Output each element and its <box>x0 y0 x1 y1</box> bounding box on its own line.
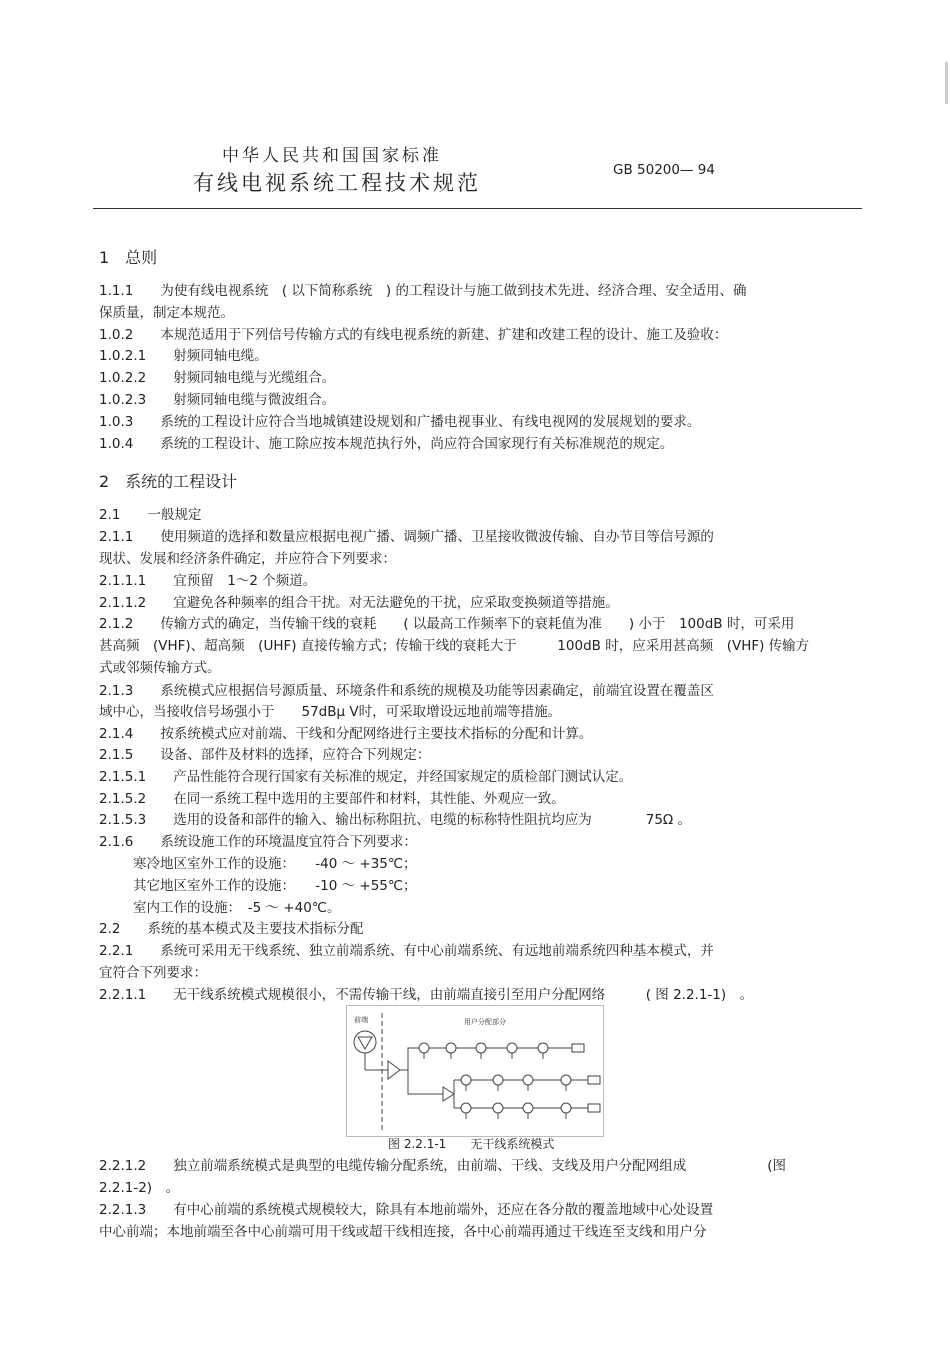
page-edge-mark <box>945 62 948 104</box>
text-line: 1.0.2 本规范适用于下列信号传输方式的有线电视系统的新建、扩建和改建工程的设计、施工及验收： <box>99 327 728 343</box>
section-heading: 1 总则 <box>99 248 158 267</box>
text-line: 式或邻频传输方式。 <box>99 660 221 676</box>
text-line: 2.1.5.3 选用的设备和部件的输入、输出标称阻抗、电缆的标称特性阻抗均应为 75Ω 。 <box>99 812 692 828</box>
section-heading: 2 系统的工程设计 <box>99 472 238 491</box>
text-line: 2.1.5.2 在同一系统工程中选用的主要部件和材料，其性能、外观应一致。 <box>99 791 565 807</box>
text-line: 2.2.1.3 有中心前端的系统模式规模较大，除具有本地前端外，还应在各分散的覆盖地域中心处设置 <box>99 1202 714 1218</box>
text-line: 1.0.2.3 射频同轴电缆与微波组合。 <box>99 392 336 408</box>
text-line: 其它地区室外工作的设施： -10 ～ +55℃； <box>133 878 417 894</box>
text-line: 中心前端；本地前端至各中心前端可用干线或超干线相连接，各中心前端再通过干线连至支线和用户分 <box>99 1224 707 1240</box>
text-line: 1.0.2.1 射频同轴电缆。 <box>99 348 268 364</box>
text-line: 2.1.4 按系统模式应对前端、干线和分配网络进行主要技术指标的分配和计算。 <box>99 726 593 742</box>
text-line: 2.1.3 系统模式应根据信号源质量、环境条件和系统的规模及功能等因素确定，前端宜设置在覆盖区 <box>99 683 714 699</box>
text-line: 2.1 一般规定 <box>99 507 202 523</box>
figure-caption: 图 2.2.1-1 无干线系统模式 <box>388 1137 555 1151</box>
standard-code: GB 50200— 94 <box>613 162 715 178</box>
text-line: 1.0.2.2 射频同轴电缆与光缆组合。 <box>99 370 336 386</box>
text-line: 1.0.4 系统的工程设计、施工除应按本规范执行外，尚应符合国家现行有关标准规范的规定。 <box>99 436 674 452</box>
text-line: 1.0.3 系统的工程设计应符合当地城镇建设规划和广播电视事业、有线电视网的发展规划的要求。 <box>99 414 701 430</box>
text-line: 室内工作的设施： -5 ～ +40℃。 <box>133 900 341 916</box>
figure-no-trunk-system-diagram <box>346 1005 604 1137</box>
figure-label-distribution: 用户分配部分 <box>464 1018 506 1026</box>
text-line: 2.2.1-2) 。 <box>99 1180 180 1196</box>
text-line: 2.1.6 系统设施工作的环境温度宜符合下列要求： <box>99 834 417 850</box>
text-line: 现状、发展和经济条件确定，并应符合下列要求： <box>99 551 396 567</box>
document-title: 有线电视系统工程技术规范 <box>193 171 481 195</box>
text-line: 2.1.5.1 产品性能符合现行国家有关标准的规定，并经国家规定的质检部门测试认定。 <box>99 769 633 785</box>
text-line: 保质量，制定本规范。 <box>99 305 234 321</box>
text-line: 2.1.1 使用频道的选择和数量应根据电视广播、调频广播、卫星接收微波传输、自办节目等信号源的 <box>99 529 714 545</box>
text-line: 2.2.1 系统可采用无干线系统、独立前端系统、有中心前端系统、有远地前端系统四种基本模式，并 <box>99 943 714 959</box>
text-line: 2.1.2 传输方式的确定，当传输干线的衰耗 ( 以最高工作频率下的衰耗值为准 ) 小于 100dB 时，可采用 <box>99 616 795 632</box>
text-line: 域中心，当接收信号场强小于 57dBμ V时，可采取增设远地前端等措施。 <box>99 704 562 720</box>
text-line: 宜符合下列要求： <box>99 965 207 981</box>
text-line: 2.1.5 设备、部件及材料的选择，应符合下列规定： <box>99 747 431 763</box>
text-line: 2.2.1.1 无干线系统模式规模很小，不需传输干线，由前端直接引至用户分配网络 ( 图 2.2.1-1) 。 <box>99 987 754 1003</box>
text-line: 2.2.1.2 独立前端系统模式是典型的电缆传输分配系统，由前端、干线、支线及用户分配网组成 (图 <box>99 1158 786 1174</box>
header-rule <box>93 208 862 209</box>
text-line: 1.1.1 为使有线电视系统 ( 以下简称系统 ) 的工程设计与施工做到技术先进、经济合理、安全适用、确 <box>99 283 747 299</box>
text-line: 2.1.1.1 宜预留 1～2 个频道。 <box>99 573 317 589</box>
text-line: 2.1.1.2 宜避免各种频率的组合干扰。对无法避免的干扰，应采取变换频道等措施。 <box>99 595 619 611</box>
text-line: 2.2 系统的基本模式及主要技术指标分配 <box>99 921 364 937</box>
text-line: 甚高频 (VHF)、超高频 (UHF) 直接传输方式；传输干线的衰耗大于 100dB 时，应采用甚高频 (VHF) 传输方 <box>99 638 810 654</box>
text-line: 寒冷地区室外工作的设施： -40 ～ +35℃； <box>133 856 417 872</box>
figure-label-headend: 前端 <box>354 1016 368 1024</box>
standard-line: 中华人民共和国国家标准 <box>222 146 442 166</box>
